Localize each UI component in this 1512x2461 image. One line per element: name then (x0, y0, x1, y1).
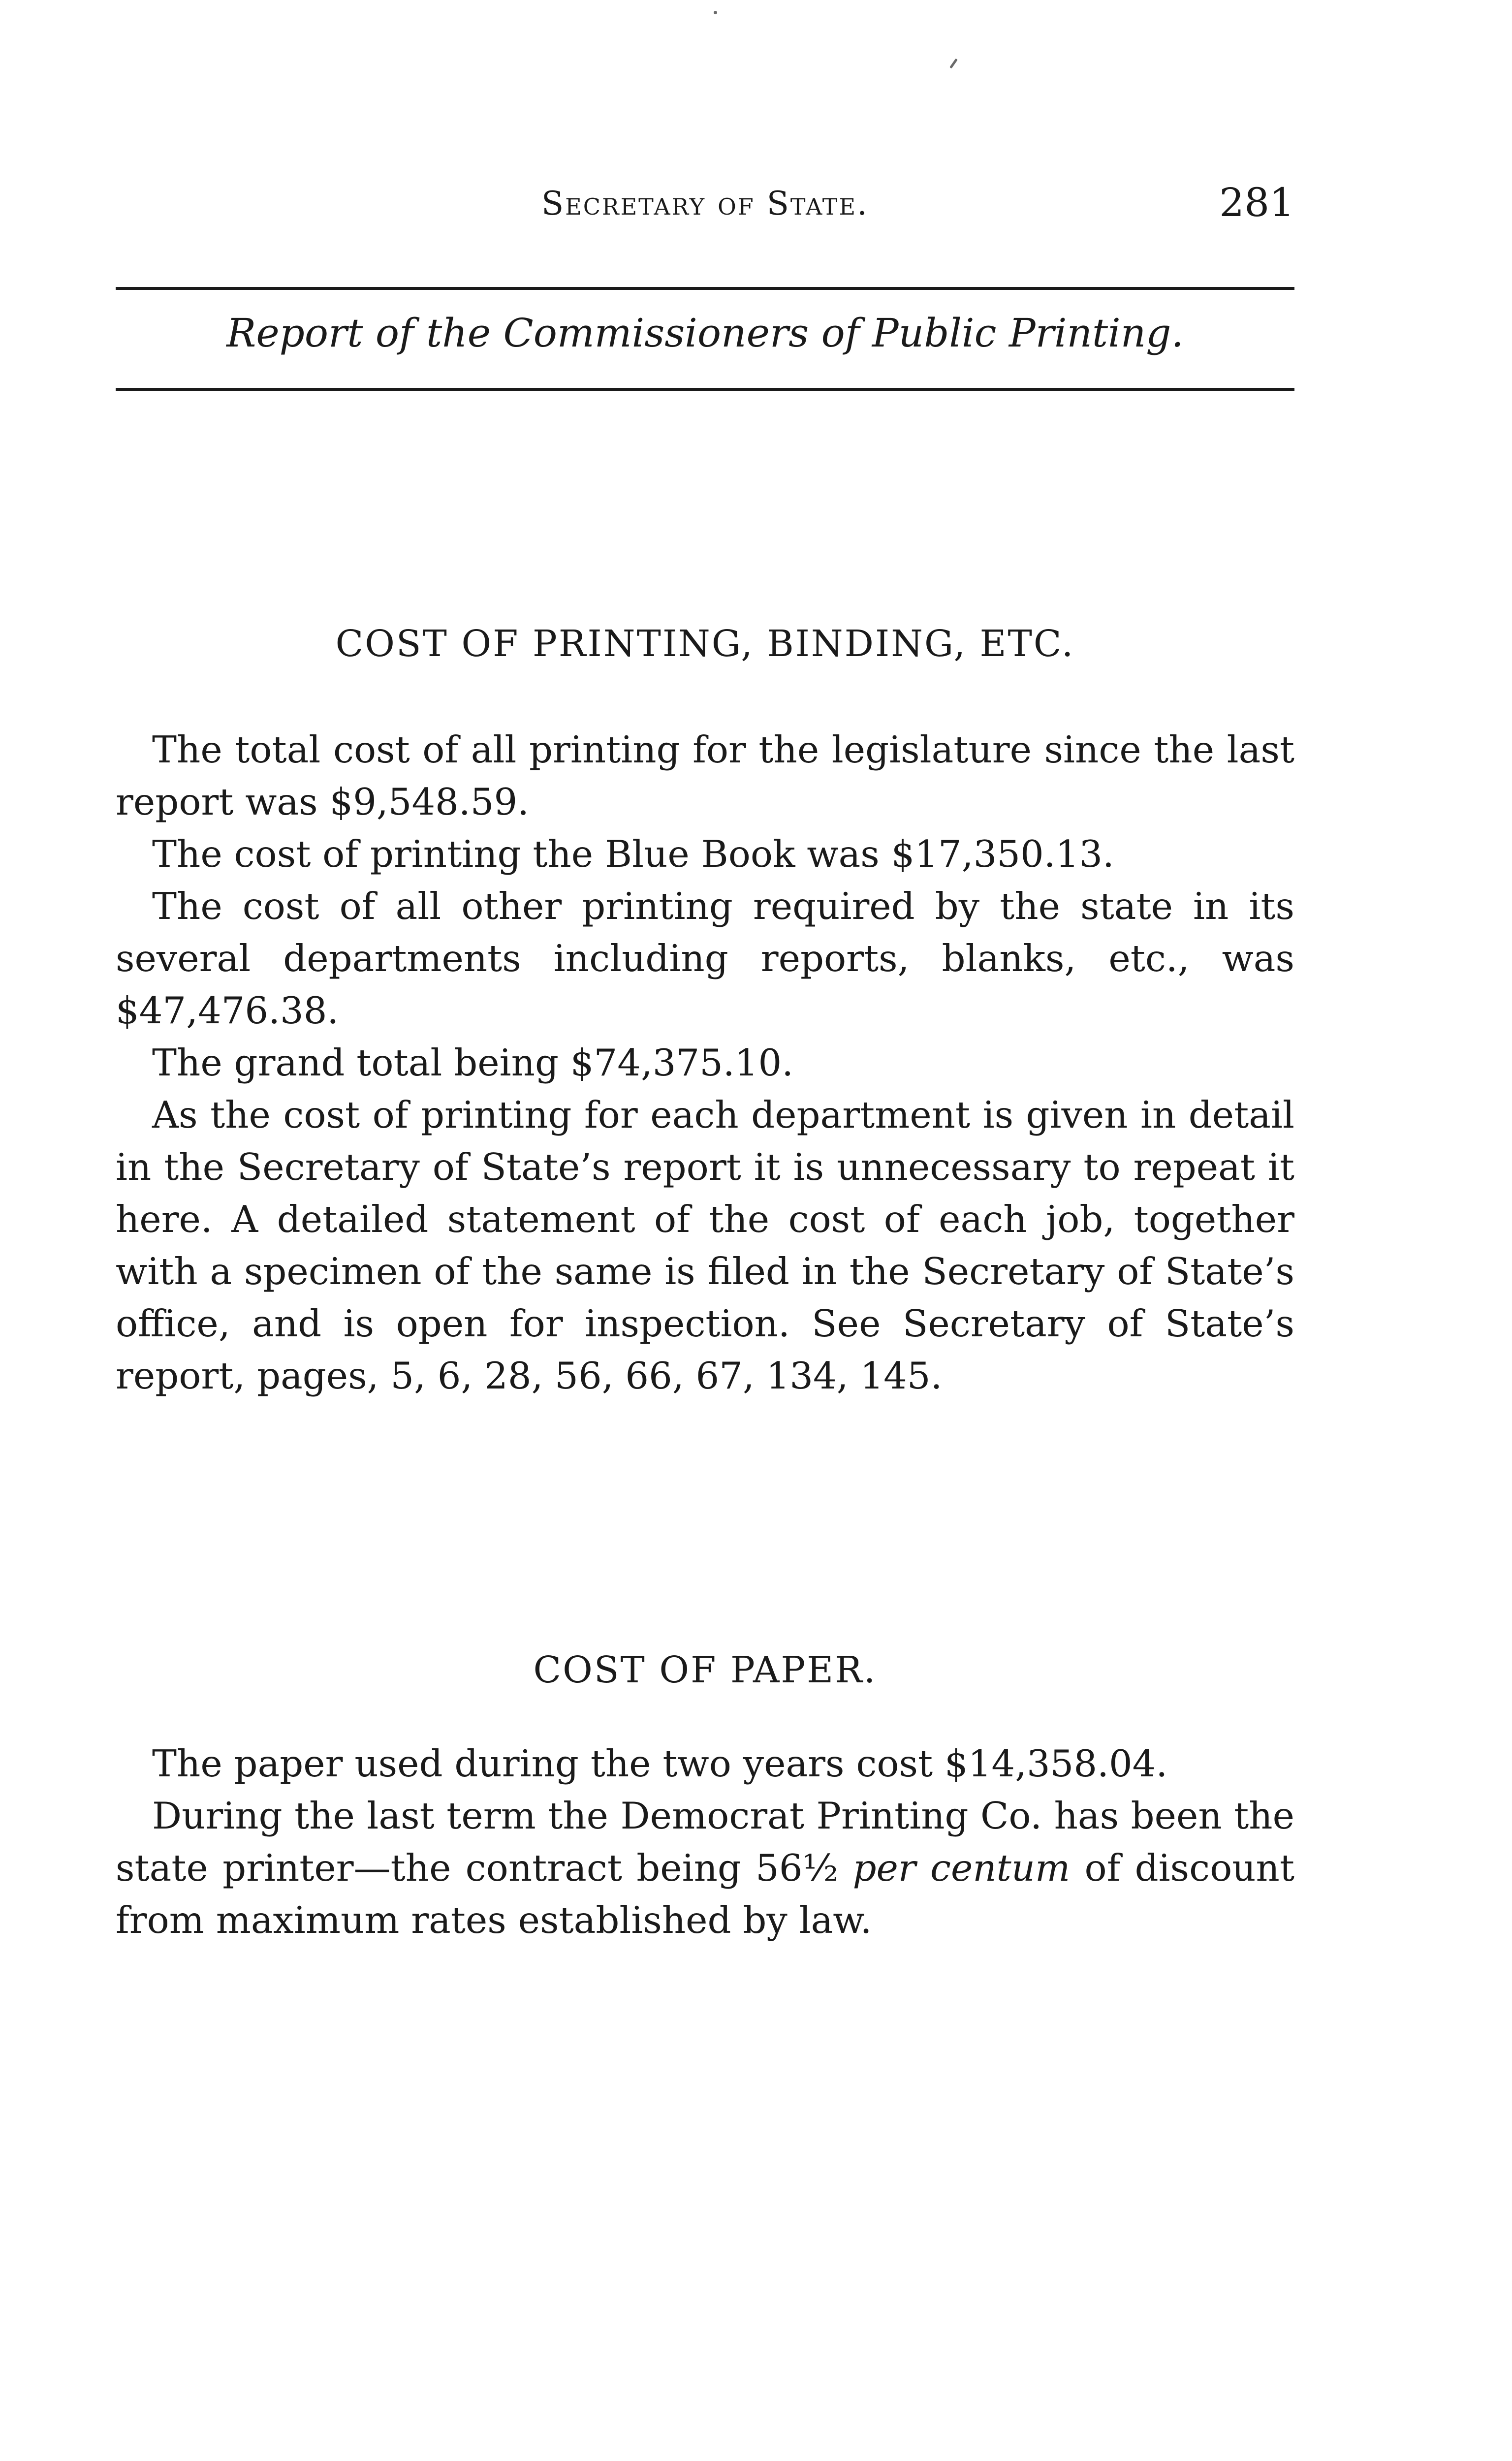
report-title: Report of the Commissioners of Public Printing. (226, 310, 1184, 356)
section-heading-paper: COST OF PAPER. (533, 1649, 877, 1691)
header-rule-top (116, 287, 1294, 290)
paragraph: During the last term the Democrat Printing Co. has been the state printer—the contract being 56½ per centum of discount from maximum rates established by law. (116, 1794, 1294, 1942)
scan-speck (949, 59, 958, 69)
paragraph: The cost of printing the Blue Book was $17,350.13. (152, 832, 1114, 876)
header-rule-bottom (116, 388, 1294, 391)
section-heading-printing: COST OF PRINTING, BINDING, ETC. (335, 623, 1075, 665)
paragraph: The total cost of all printing for the legislature since the last report was $9,548.59. (116, 728, 1294, 823)
scan-speck (714, 11, 717, 14)
section-body-printing (116, 724, 1294, 1402)
paragraph: The paper used during the two years cost $14,358.04. (152, 1742, 1168, 1785)
paragraph: As the cost of printing for each department is given in detail in the Secretary of State’s report it is unnecessary to repeat it here. A detailed statement of the cost of each job, together with a specimen of the same is filed in the Secretary of State’s office, and is open for inspection. See Secretary of State’s report, pages, 5, 6, 28, 56, 66, 67, 134, 145. (116, 1093, 1294, 1397)
page-number: 281 (1219, 180, 1294, 225)
paragraph: The cost of all other printing required by the state in its several departments including reports, blanks, etc., was $47,476.38. (116, 884, 1294, 1032)
running-head (116, 175, 1294, 229)
paragraph: The grand total being $74,375.10. (152, 1041, 794, 1084)
section-body-paper (116, 1737, 1294, 1946)
latin-phrase: per centum (852, 1846, 1071, 1890)
running-title: Secretary of State. (541, 185, 869, 222)
